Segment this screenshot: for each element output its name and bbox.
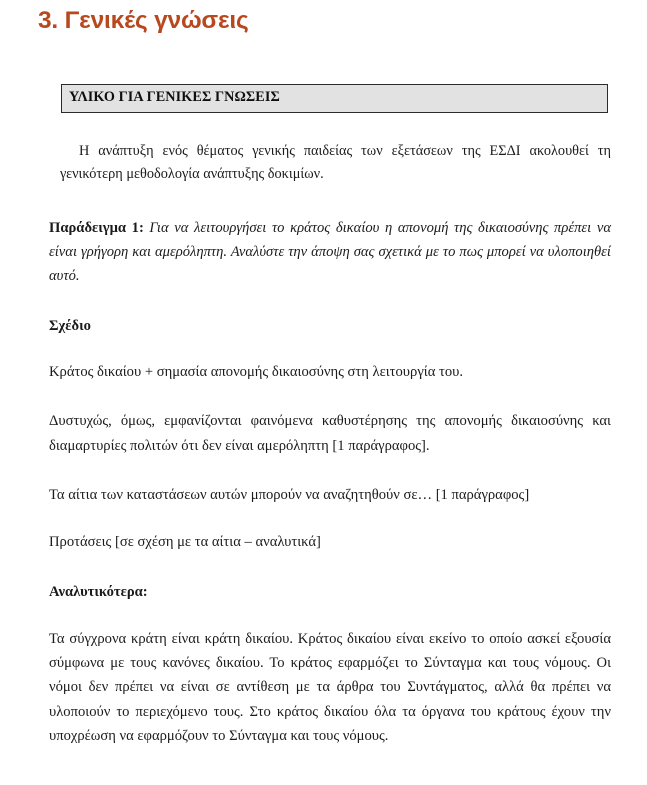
- paragraph-delays: Δυστυχώς, όμως, εμφανίζονται φαινόμενα καθυστέρησης της απονομής δικαιοσύνης και διαμαρτυρίες πολιτών ότι δεν είναι αμερόληπτη [1 παράγραφος].: [49, 413, 611, 454]
- plan-line: Κράτος δικαίου + σημασία απονομής δικαιοσύνης στη λειτουργία του.: [49, 363, 464, 380]
- paragraph-proposals: Προτάσεις [σε σχέση με τα αίτια – αναλυτικά]: [49, 533, 321, 550]
- page-title: 3. Γενικές γνώσεις: [38, 7, 249, 34]
- material-heading-label: ΥΛΙΚΟ ΓΙΑ ΓΕΝΙΚΕΣ ΓΝΩΣΕΙΣ: [69, 89, 280, 105]
- plan-heading: Σχέδιο: [49, 317, 91, 334]
- paragraph-causes: Τα αίτια των καταστάσεων αυτών μπορούν να αναζητηθούν σε… [1 παράγραφος]: [49, 487, 530, 504]
- paragraph-detail: Τα σύγχρονα κράτη είναι κράτη δικαίου. Κράτος δικαίου είναι εκείνο το οποίο ασκεί εξουσία σύμφωνα με τους κανόνες δικαίου. Το κράτος εφαρμόζει το Σύνταγμα και τους νόμους. Οι νόμοι δεν πρέπει να είναι σε αντίθεση με τα άρθρα του Συντάγματος, αλλά θα πρέπει να υλοποιούν το περιεχόμενο τους. Στο κράτος δικαίου όλα τα όργανα του κράτους έχουν την υποχρέωση να εφαρμόζουν το Σύνταγμα και τους νόμους.: [49, 631, 611, 744]
- example-paragraph: [49, 216, 611, 288]
- intro-paragraph: Η ανάπτυξη ενός θέματος γενικής παιδείας των εξετάσεων της ΕΣΔΙ ακολουθεί τη γενικότερη μεθοδολογία ανάπτυξης δοκιμίων.: [60, 143, 611, 182]
- material-heading-box: [61, 84, 608, 113]
- detail-heading: Αναλυτικότερα:: [49, 584, 148, 601]
- example-label: Παράδειγμα 1:: [49, 219, 144, 236]
- example-question-text: Για να λειτουργήσει το κράτος δικαίου η απονομή της δικαιοσύνης πρέπει να είναι γρήγορη και αμερόληπτη. Αναλύστε την άποψη σας σχετικά με το πως μπορεί να υλοποιηθεί αυτό.: [49, 219, 611, 284]
- document-body: [49, 140, 611, 748]
